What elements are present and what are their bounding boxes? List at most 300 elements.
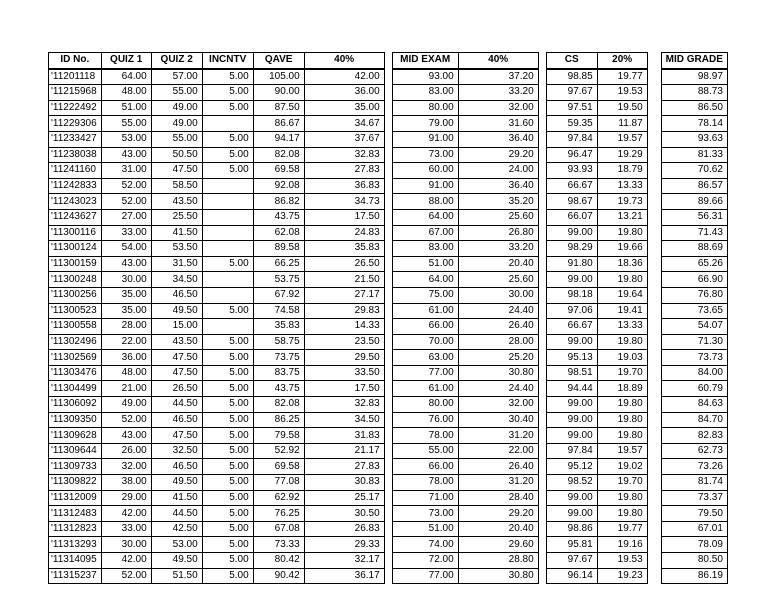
cell-quiz-2: 53.50 <box>151 241 202 257</box>
cell-qave-40-percent: 17.50 <box>304 209 384 225</box>
cell-quiz-1: 42.00 <box>101 506 151 522</box>
cell-quiz-2: 46.50 <box>151 459 202 475</box>
cell-incntv: 5.00 <box>202 163 253 179</box>
cell-qave: 82.08 <box>253 397 304 413</box>
cell-quiz-1: 42.00 <box>101 553 151 569</box>
cell-gap <box>538 365 546 381</box>
cell-id-no: '11309628 <box>49 428 102 444</box>
cell-id-no: '11309644 <box>49 443 102 459</box>
table-row <box>49 85 728 101</box>
cell-gap <box>384 537 392 553</box>
cell-gap <box>538 194 546 210</box>
cell-qave-40-percent: 26.50 <box>304 256 384 272</box>
cell-cs-20-percent: 19.73 <box>597 194 647 210</box>
table-row <box>49 69 728 85</box>
cell-id-no: '11315237 <box>49 568 102 584</box>
cell-mid-grade: 78.14 <box>661 116 727 132</box>
cell-gap <box>647 521 661 537</box>
cell-cs-20-percent: 19.80 <box>597 272 647 288</box>
cell-quiz-1: 43.00 <box>101 147 151 163</box>
cell-gap <box>538 85 546 101</box>
cell-id-no: '11303476 <box>49 365 102 381</box>
cell-quiz-1: 30.00 <box>101 537 151 553</box>
cell-gap <box>538 428 546 444</box>
cell-mid-grade: 70.62 <box>661 163 727 179</box>
cell-qave: 53.75 <box>253 272 304 288</box>
cell-quiz-1: 64.00 <box>101 69 151 85</box>
cell-gap <box>647 178 661 194</box>
header-mid-grade: MID GRADE <box>661 53 727 69</box>
cell-quiz-1: 52.00 <box>101 194 151 210</box>
cell-quiz-2: 47.50 <box>151 163 202 179</box>
cell-mid-exam: 73.00 <box>392 506 458 522</box>
cell-quiz-2: 47.50 <box>151 350 202 366</box>
cell-qave-40-percent: 30.83 <box>304 475 384 491</box>
cell-qave-40-percent: 21.50 <box>304 272 384 288</box>
cell-id-no: '11300523 <box>49 303 102 319</box>
cell-mid-exam-40-percent: 31.20 <box>458 475 538 491</box>
cell-mid-exam-40-percent: 29.20 <box>458 506 538 522</box>
cell-incntv: 5.00 <box>202 506 253 522</box>
cell-mid-exam: 55.00 <box>392 443 458 459</box>
header-quiz-1: QUIZ 1 <box>101 53 151 69</box>
cell-mid-exam-40-percent: 22.00 <box>458 443 538 459</box>
cell-mid-exam: 51.00 <box>392 256 458 272</box>
cell-incntv <box>202 287 253 303</box>
cell-cs: 98.52 <box>546 475 597 491</box>
cell-id-no: '11309350 <box>49 412 102 428</box>
cell-cs-20-percent: 19.80 <box>597 225 647 241</box>
cell-qave-40-percent: 36.17 <box>304 568 384 584</box>
cell-mid-grade: 73.26 <box>661 459 727 475</box>
cell-qave-40-percent: 27.17 <box>304 287 384 303</box>
table-row <box>49 241 728 257</box>
table-row <box>49 225 728 241</box>
cell-quiz-1: 55.00 <box>101 116 151 132</box>
cell-mid-exam: 64.00 <box>392 209 458 225</box>
cell-qave: 73.75 <box>253 350 304 366</box>
cell-gap <box>647 365 661 381</box>
cell-mid-exam: 83.00 <box>392 85 458 101</box>
cell-mid-grade: 54.07 <box>661 319 727 335</box>
cell-incntv: 5.00 <box>202 350 253 366</box>
cell-quiz-2: 42.50 <box>151 521 202 537</box>
cell-gap <box>647 241 661 257</box>
cell-incntv: 5.00 <box>202 490 253 506</box>
cell-qave-40-percent: 37.67 <box>304 131 384 147</box>
cell-gap <box>538 350 546 366</box>
cell-cs: 96.14 <box>546 568 597 584</box>
cell-mid-exam: 73.00 <box>392 147 458 163</box>
cell-gap <box>647 350 661 366</box>
cell-quiz-2: 49.00 <box>151 116 202 132</box>
cell-quiz-2: 43.50 <box>151 334 202 350</box>
cell-incntv <box>202 272 253 288</box>
cell-qave: 82.08 <box>253 147 304 163</box>
cell-mid-exam-40-percent: 20.40 <box>458 256 538 272</box>
cell-qave: 35.83 <box>253 319 304 335</box>
cell-id-no: '11242833 <box>49 178 102 194</box>
cell-gap <box>538 287 546 303</box>
cell-cs: 97.06 <box>546 303 597 319</box>
cell-incntv: 5.00 <box>202 131 253 147</box>
cell-qave: 66.25 <box>253 256 304 272</box>
cell-mid-grade: 79.50 <box>661 506 727 522</box>
cell-cs: 98.18 <box>546 287 597 303</box>
table-row <box>49 334 728 350</box>
cell-incntv: 5.00 <box>202 334 253 350</box>
cell-gap <box>538 537 546 553</box>
cell-quiz-1: 26.00 <box>101 443 151 459</box>
cell-mid-exam-40-percent: 29.20 <box>458 147 538 163</box>
cell-cs: 99.00 <box>546 412 597 428</box>
cell-cs: 97.67 <box>546 85 597 101</box>
cell-incntv <box>202 319 253 335</box>
cell-mid-exam-40-percent: 30.80 <box>458 568 538 584</box>
cell-mid-exam: 72.00 <box>392 553 458 569</box>
cell-mid-grade: 71.43 <box>661 225 727 241</box>
cell-qave-40-percent: 14.33 <box>304 319 384 335</box>
cell-gap <box>384 506 392 522</box>
cell-gap <box>384 287 392 303</box>
cell-gap <box>538 272 546 288</box>
cell-mid-grade: 86.50 <box>661 100 727 116</box>
cell-qave: 43.75 <box>253 209 304 225</box>
cell-quiz-2: 44.50 <box>151 397 202 413</box>
table-row <box>49 287 728 303</box>
cell-cs: 98.67 <box>546 194 597 210</box>
cell-qave: 77.08 <box>253 475 304 491</box>
cell-gap <box>647 475 661 491</box>
cell-cs-20-percent: 19.80 <box>597 490 647 506</box>
cell-gap <box>538 69 546 85</box>
cell-gap <box>538 490 546 506</box>
cell-mid-exam: 61.00 <box>392 381 458 397</box>
cell-mid-exam: 66.00 <box>392 319 458 335</box>
cell-gap <box>384 521 392 537</box>
cell-qave-40-percent: 29.50 <box>304 350 384 366</box>
cell-quiz-1: 30.00 <box>101 272 151 288</box>
cell-gap <box>647 100 661 116</box>
header-mid-exam: MID EXAM <box>392 53 458 69</box>
cell-mid-exam: 93.00 <box>392 69 458 85</box>
cell-mid-grade: 56.31 <box>661 209 727 225</box>
cell-id-no: '11312483 <box>49 506 102 522</box>
cell-gap <box>384 178 392 194</box>
table-row <box>49 365 728 381</box>
cell-mid-exam: 74.00 <box>392 537 458 553</box>
cell-qave: 69.58 <box>253 163 304 179</box>
cell-mid-exam-40-percent: 24.00 <box>458 163 538 179</box>
cell-mid-exam: 63.00 <box>392 350 458 366</box>
cell-quiz-2: 49.50 <box>151 475 202 491</box>
table-row <box>49 116 728 132</box>
cell-incntv: 5.00 <box>202 428 253 444</box>
cell-gap <box>538 568 546 584</box>
cell-mid-exam: 71.00 <box>392 490 458 506</box>
cell-gap <box>538 147 546 163</box>
cell-mid-grade: 62.73 <box>661 443 727 459</box>
cell-qave: 94.17 <box>253 131 304 147</box>
table-row <box>49 568 728 584</box>
cell-id-no: '11243627 <box>49 209 102 225</box>
cell-qave: 62.08 <box>253 225 304 241</box>
cell-gap <box>384 69 392 85</box>
cell-mid-exam: 76.00 <box>392 412 458 428</box>
cell-qave-40-percent: 30.50 <box>304 506 384 522</box>
cell-qave: 67.92 <box>253 287 304 303</box>
cell-cs-20-percent: 19.77 <box>597 521 647 537</box>
cell-qave-40-percent: 34.73 <box>304 194 384 210</box>
cell-cs-20-percent: 19.57 <box>597 131 647 147</box>
cell-id-no: '11215968 <box>49 85 102 101</box>
cell-gap <box>384 209 392 225</box>
cell-mid-exam: 80.00 <box>392 100 458 116</box>
cell-quiz-2: 34.50 <box>151 272 202 288</box>
cell-cs: 93.93 <box>546 163 597 179</box>
cell-cs: 59.35 <box>546 116 597 132</box>
cell-cs: 98.86 <box>546 521 597 537</box>
cell-quiz-2: 53.00 <box>151 537 202 553</box>
cell-id-no: '11300159 <box>49 256 102 272</box>
cell-mid-exam-40-percent: 36.40 <box>458 131 538 147</box>
cell-incntv: 5.00 <box>202 412 253 428</box>
cell-gap <box>647 443 661 459</box>
cell-mid-grade: 84.70 <box>661 412 727 428</box>
cell-mid-exam: 77.00 <box>392 365 458 381</box>
cell-gap <box>538 131 546 147</box>
header-gap <box>647 53 661 69</box>
cell-cs-20-percent: 19.57 <box>597 443 647 459</box>
cell-quiz-1: 33.00 <box>101 521 151 537</box>
cell-gap <box>384 85 392 101</box>
cell-gap <box>538 397 546 413</box>
cell-cs: 99.00 <box>546 225 597 241</box>
cell-quiz-2: 49.50 <box>151 553 202 569</box>
cell-mid-exam-40-percent: 20.40 <box>458 521 538 537</box>
table-row <box>49 381 728 397</box>
cell-gap <box>538 381 546 397</box>
cell-qave: 74.58 <box>253 303 304 319</box>
cell-mid-grade: 81.33 <box>661 147 727 163</box>
cell-qave-40-percent: 42.00 <box>304 69 384 85</box>
cell-incntv <box>202 194 253 210</box>
cell-cs-20-percent: 19.80 <box>597 397 647 413</box>
cell-gap <box>647 272 661 288</box>
cell-gap <box>384 303 392 319</box>
cell-gap <box>647 163 661 179</box>
cell-qave: 86.25 <box>253 412 304 428</box>
cell-id-no: '11309822 <box>49 475 102 491</box>
cell-cs-20-percent: 18.36 <box>597 256 647 272</box>
cell-mid-grade: 88.69 <box>661 241 727 257</box>
table-row <box>49 397 728 413</box>
cell-qave-40-percent: 32.83 <box>304 397 384 413</box>
cell-gap <box>384 350 392 366</box>
cell-incntv: 5.00 <box>202 568 253 584</box>
cell-cs: 97.84 <box>546 443 597 459</box>
cell-gap <box>384 241 392 257</box>
cell-cs-20-percent: 19.53 <box>597 85 647 101</box>
cell-mid-grade: 76.80 <box>661 287 727 303</box>
cell-quiz-1: 43.00 <box>101 256 151 272</box>
cell-id-no: '11302496 <box>49 334 102 350</box>
cell-cs: 99.00 <box>546 272 597 288</box>
cell-cs-20-percent: 19.64 <box>597 287 647 303</box>
cell-quiz-2: 26.50 <box>151 381 202 397</box>
cell-mid-exam-40-percent: 30.40 <box>458 412 538 428</box>
table-row <box>49 428 728 444</box>
cell-gap <box>384 147 392 163</box>
header-qave-40-percent: 40% <box>304 53 384 69</box>
cell-gap <box>647 537 661 553</box>
cell-gap <box>384 428 392 444</box>
cell-gap <box>538 178 546 194</box>
cell-mid-exam: 78.00 <box>392 475 458 491</box>
table-row <box>49 506 728 522</box>
table-row <box>49 475 728 491</box>
cell-qave: 76.25 <box>253 506 304 522</box>
cell-cs: 99.00 <box>546 490 597 506</box>
header-qave: QAVE <box>253 53 304 69</box>
cell-cs-20-percent: 19.03 <box>597 350 647 366</box>
cell-id-no: '11314095 <box>49 553 102 569</box>
cell-cs-20-percent: 19.77 <box>597 69 647 85</box>
cell-qave-40-percent: 32.83 <box>304 147 384 163</box>
cell-gap <box>538 553 546 569</box>
cell-qave: 80.42 <box>253 553 304 569</box>
cell-quiz-2: 44.50 <box>151 506 202 522</box>
cell-id-no: '11313293 <box>49 537 102 553</box>
cell-gap <box>384 443 392 459</box>
cell-cs-20-percent: 18.79 <box>597 163 647 179</box>
cell-mid-exam-40-percent: 26.40 <box>458 319 538 335</box>
cell-quiz-2: 46.50 <box>151 287 202 303</box>
cell-quiz-1: 48.00 <box>101 365 151 381</box>
cell-incntv: 5.00 <box>202 475 253 491</box>
cell-gap <box>538 521 546 537</box>
cell-quiz-1: 43.00 <box>101 428 151 444</box>
cell-gap <box>384 459 392 475</box>
cell-qave-40-percent: 17.50 <box>304 381 384 397</box>
cell-mid-exam: 80.00 <box>392 397 458 413</box>
cell-mid-grade: 78.09 <box>661 537 727 553</box>
cell-cs: 99.00 <box>546 397 597 413</box>
cell-mid-exam-40-percent: 31.20 <box>458 428 538 444</box>
cell-mid-grade: 65.26 <box>661 256 727 272</box>
cell-mid-grade: 71.30 <box>661 334 727 350</box>
cell-mid-exam-40-percent: 28.00 <box>458 334 538 350</box>
cell-gap <box>538 412 546 428</box>
cell-id-no: '11241160 <box>49 163 102 179</box>
cell-id-no: '11238038 <box>49 147 102 163</box>
cell-mid-grade: 84.63 <box>661 397 727 413</box>
cell-qave-40-percent: 31.83 <box>304 428 384 444</box>
cell-cs: 95.81 <box>546 537 597 553</box>
table-row <box>49 178 728 194</box>
cell-cs-20-percent: 19.80 <box>597 506 647 522</box>
table-row <box>49 194 728 210</box>
cell-quiz-2: 49.50 <box>151 303 202 319</box>
cell-quiz-1: 29.00 <box>101 490 151 506</box>
cell-gap <box>647 412 661 428</box>
cell-mid-exam-40-percent: 26.80 <box>458 225 538 241</box>
cell-mid-exam-40-percent: 26.40 <box>458 459 538 475</box>
cell-gap <box>384 225 392 241</box>
cell-gap <box>538 163 546 179</box>
cell-cs-20-percent: 19.02 <box>597 459 647 475</box>
cell-incntv <box>202 116 253 132</box>
cell-mid-exam: 70.00 <box>392 334 458 350</box>
cell-gap <box>384 381 392 397</box>
cell-quiz-1: 31.00 <box>101 163 151 179</box>
cell-qave-40-percent: 24.83 <box>304 225 384 241</box>
cell-qave: 92.08 <box>253 178 304 194</box>
cell-quiz-1: 52.00 <box>101 412 151 428</box>
cell-mid-exam: 66.00 <box>392 459 458 475</box>
cell-cs: 66.67 <box>546 178 597 194</box>
cell-quiz-1: 27.00 <box>101 209 151 225</box>
cell-cs: 94.44 <box>546 381 597 397</box>
cell-qave: 90.42 <box>253 568 304 584</box>
cell-quiz-2: 49.00 <box>151 100 202 116</box>
cell-gap <box>384 365 392 381</box>
cell-mid-exam-40-percent: 30.80 <box>458 365 538 381</box>
cell-gap <box>538 459 546 475</box>
cell-cs-20-percent: 19.41 <box>597 303 647 319</box>
cell-cs-20-percent: 19.80 <box>597 334 647 350</box>
cell-mid-exam-40-percent: 25.60 <box>458 272 538 288</box>
cell-mid-grade: 66.90 <box>661 272 727 288</box>
cell-qave: 69.58 <box>253 459 304 475</box>
cell-mid-grade: 88.73 <box>661 85 727 101</box>
cell-id-no: '11306092 <box>49 397 102 413</box>
cell-quiz-2: 41.50 <box>151 490 202 506</box>
cell-quiz-1: 52.00 <box>101 178 151 194</box>
cell-mid-grade: 86.19 <box>661 568 727 584</box>
cell-qave: 86.67 <box>253 116 304 132</box>
cell-cs: 97.84 <box>546 131 597 147</box>
header-cs: CS <box>546 53 597 69</box>
cell-mid-grade: 80.50 <box>661 553 727 569</box>
cell-id-no: '11300558 <box>49 319 102 335</box>
cell-gap <box>647 85 661 101</box>
cell-qave: 52.92 <box>253 443 304 459</box>
cell-mid-grade: 73.73 <box>661 350 727 366</box>
cell-quiz-1: 33.00 <box>101 225 151 241</box>
cell-mid-grade: 81.74 <box>661 475 727 491</box>
cell-gap <box>384 568 392 584</box>
cell-qave-40-percent: 29.33 <box>304 537 384 553</box>
cell-mid-exam-40-percent: 37.20 <box>458 69 538 85</box>
cell-qave-40-percent: 32.17 <box>304 553 384 569</box>
grades-table <box>48 52 728 584</box>
table-row <box>49 303 728 319</box>
cell-qave-40-percent: 35.00 <box>304 100 384 116</box>
cell-gap <box>384 163 392 179</box>
cell-gap <box>647 131 661 147</box>
cell-mid-exam: 51.00 <box>392 521 458 537</box>
cell-gap <box>647 209 661 225</box>
cell-gap <box>384 397 392 413</box>
cell-gap <box>384 131 392 147</box>
table-row <box>49 412 728 428</box>
cell-qave: 89.58 <box>253 241 304 257</box>
cell-id-no: '11300256 <box>49 287 102 303</box>
cell-cs: 96.47 <box>546 147 597 163</box>
cell-id-no: '11304499 <box>49 381 102 397</box>
cell-gap <box>647 287 661 303</box>
